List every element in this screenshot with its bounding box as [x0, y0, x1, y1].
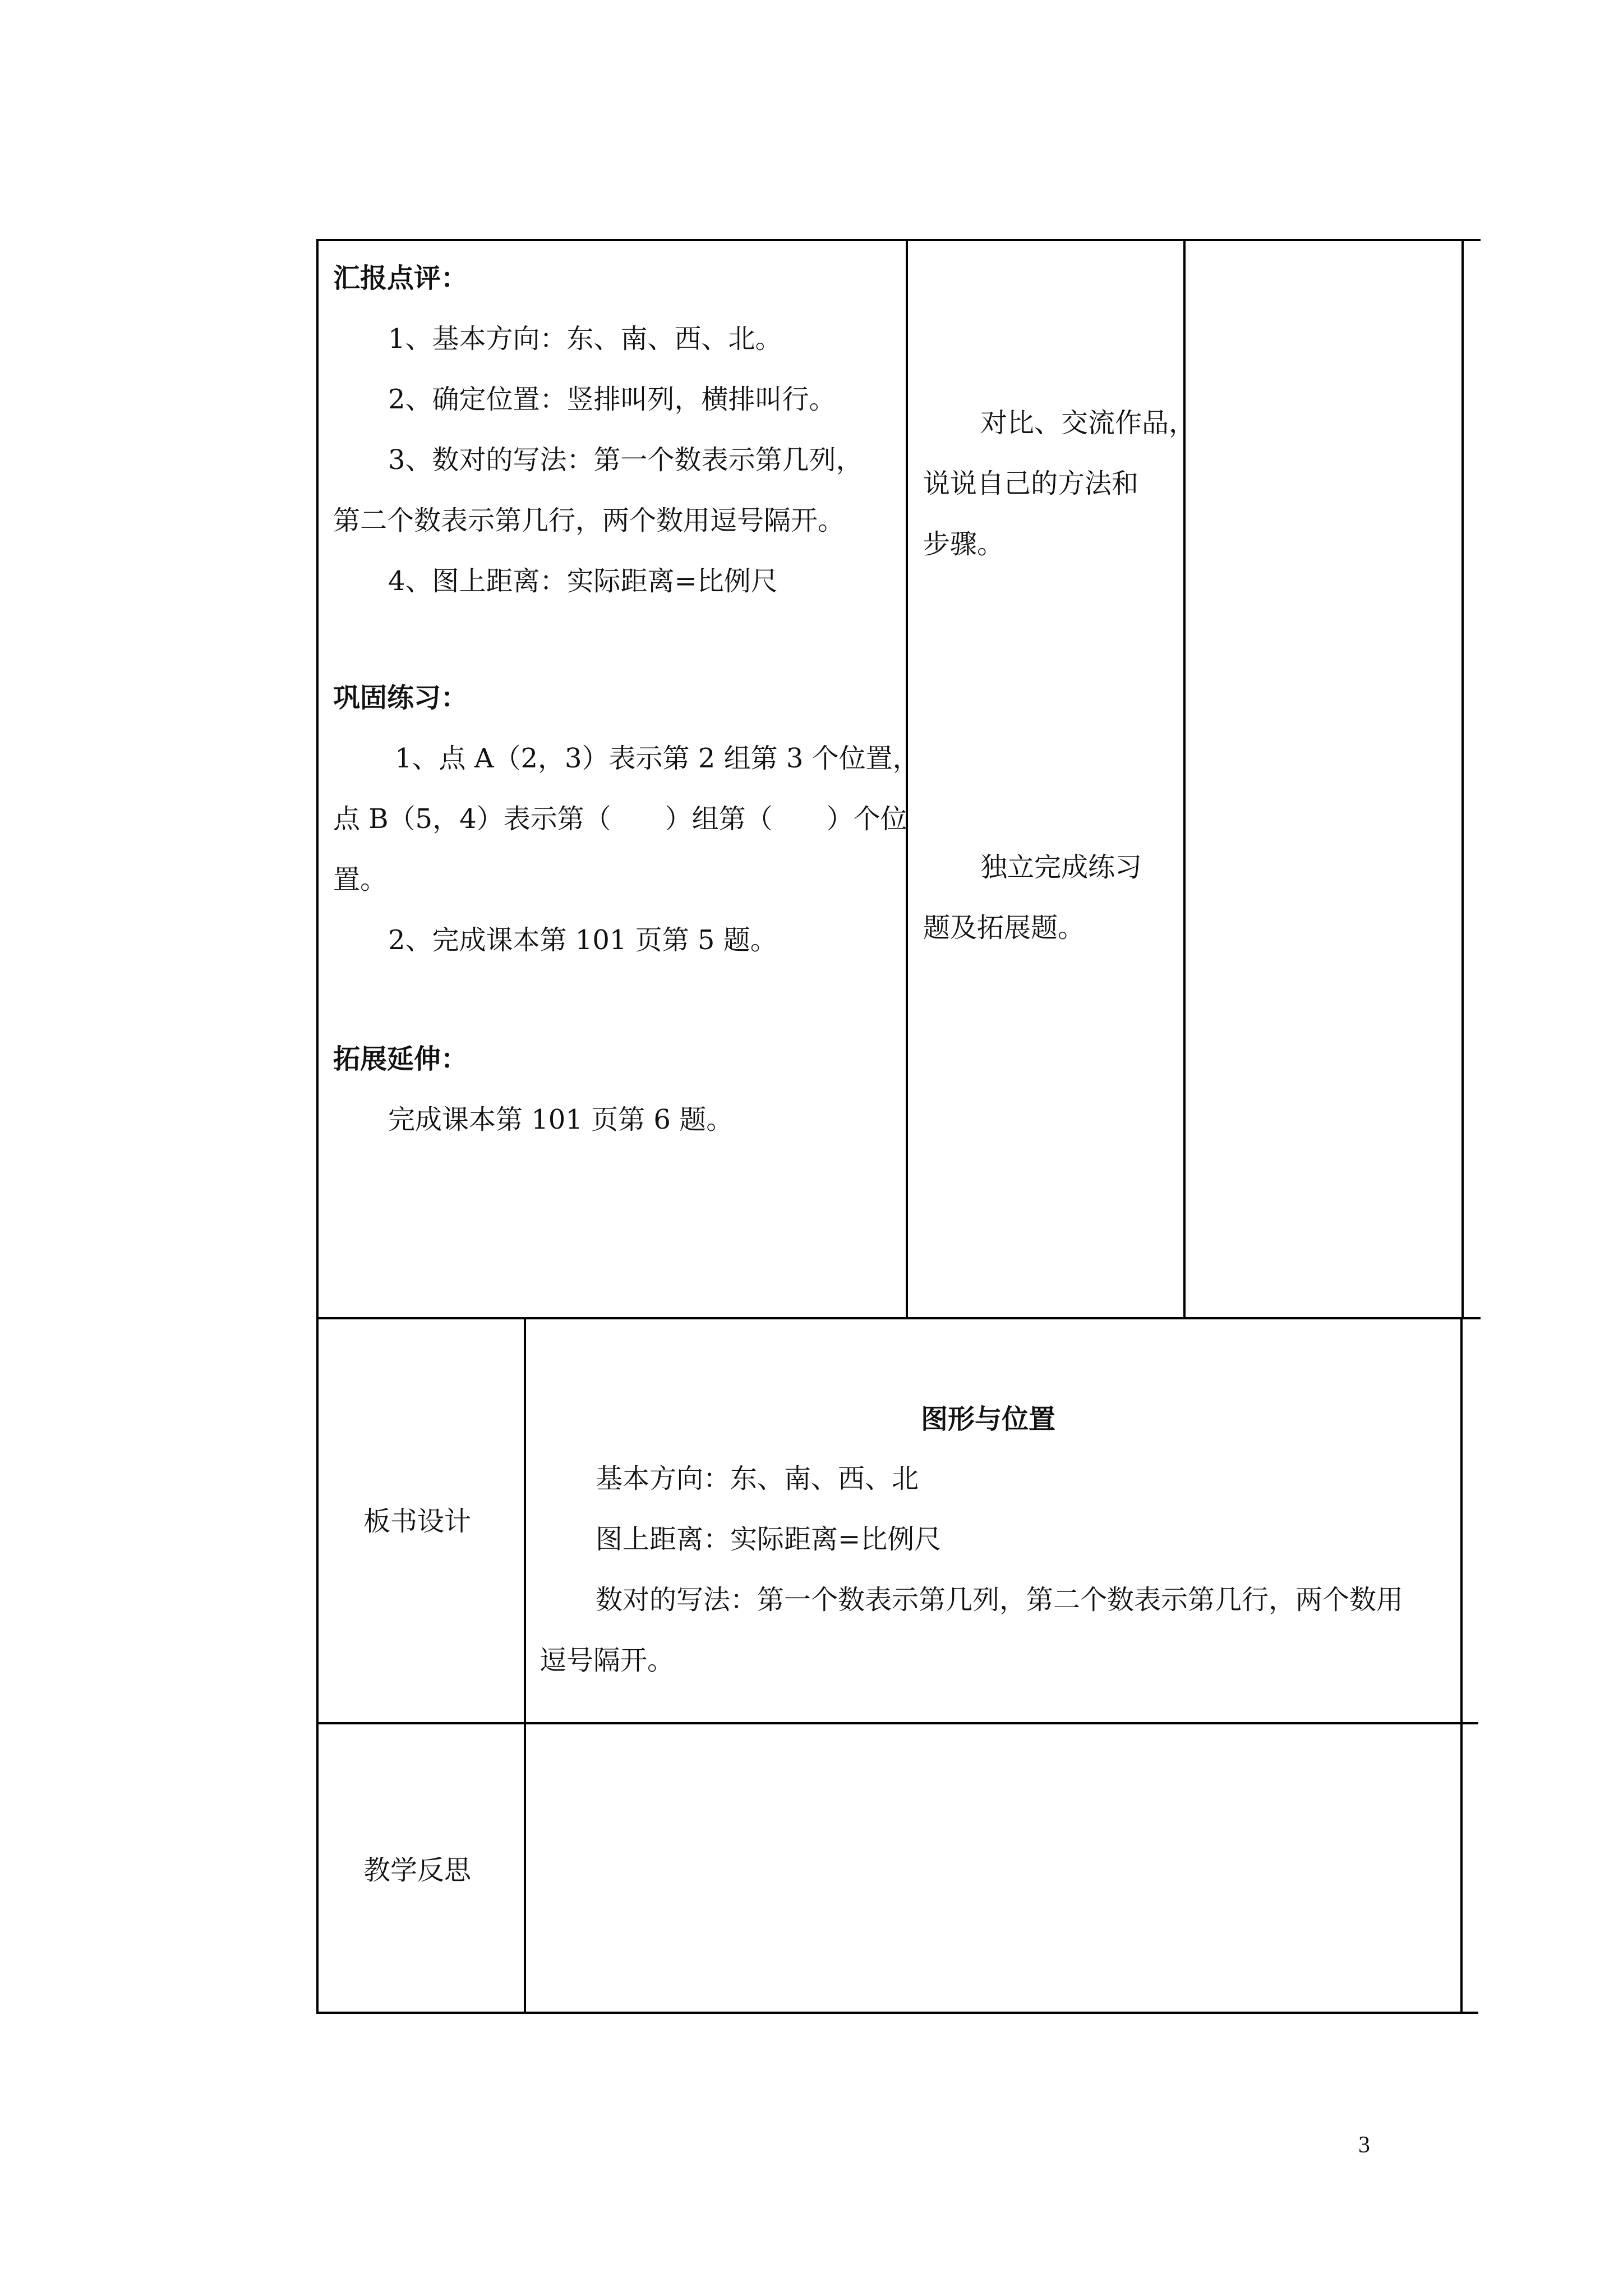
- student-note-1-line-1: 对比、交流作品，: [980, 407, 1196, 439]
- report-item-4: 4、图上距离：实际距离=比例尺: [388, 565, 778, 597]
- student-note-2-line-1: 独立完成练习: [980, 852, 1142, 883]
- practice-line-3: 置。: [333, 864, 388, 895]
- student-note-1-line-3: 步骤。: [923, 528, 1004, 560]
- board-line-3: 数对的写法：第一个数表示第几列，第二个数表示第几行，两个数用: [596, 1584, 1404, 1616]
- board-line-2: 图上距离：实际距离=比例尺: [596, 1524, 942, 1555]
- lower-border-right: [1460, 1317, 1463, 2014]
- report-item-3: 3、数对的写法：第一个数表示第几列，: [388, 444, 863, 476]
- table-border-top: [316, 239, 1481, 241]
- report-item-3-cont: 第二个数表示第几行，两个数用逗号隔开。: [333, 505, 845, 536]
- extend-line-1: 完成课本第 101 页第 6 题。: [388, 1104, 734, 1135]
- report-item-1: 1、基本方向：东、南、西、北。: [388, 323, 782, 355]
- board-line-1: 基本方向：东、南、西、北: [596, 1463, 919, 1494]
- report-heading: 汇报点评：: [333, 263, 468, 294]
- table-border-left: [316, 239, 319, 2014]
- upper-divider-1: [906, 239, 908, 1319]
- board-line-4: 逗号隔开。: [540, 1645, 675, 1676]
- upper-divider-2: [1183, 239, 1186, 1319]
- student-note-2-line-2: 题及拓展题。: [923, 912, 1085, 944]
- practice-line-1: 1、点 A（2，3）表示第 2 组第 3 个位置，: [395, 743, 920, 774]
- lower-divider: [524, 1317, 526, 2014]
- student-note-1-line-2: 说说自己的方法和: [923, 468, 1139, 499]
- board-title: 图形与位置: [921, 1404, 1056, 1435]
- practice-line-2: 点 B（5，4）表示第（ ）组第（ ）个位: [333, 803, 907, 835]
- board-design-label: 板书设计: [363, 1506, 472, 1537]
- upper-border-right: [1461, 239, 1464, 1319]
- table-border-board-bottom: [316, 1722, 1478, 1724]
- table-border-bottom: [316, 2012, 1478, 2014]
- practice-line-4: 2、完成课本第 101 页第 5 题。: [388, 924, 777, 956]
- practice-heading: 巩固练习：: [333, 682, 468, 714]
- page-number: 3: [1358, 2132, 1370, 2158]
- table-border-upper-bottom: [316, 1317, 1481, 1319]
- reflection-label: 教学反思: [363, 1855, 472, 1886]
- report-item-2: 2、确定位置：竖排叫列，横排叫行。: [388, 384, 836, 415]
- extend-heading: 拓展延伸：: [333, 1043, 468, 1075]
